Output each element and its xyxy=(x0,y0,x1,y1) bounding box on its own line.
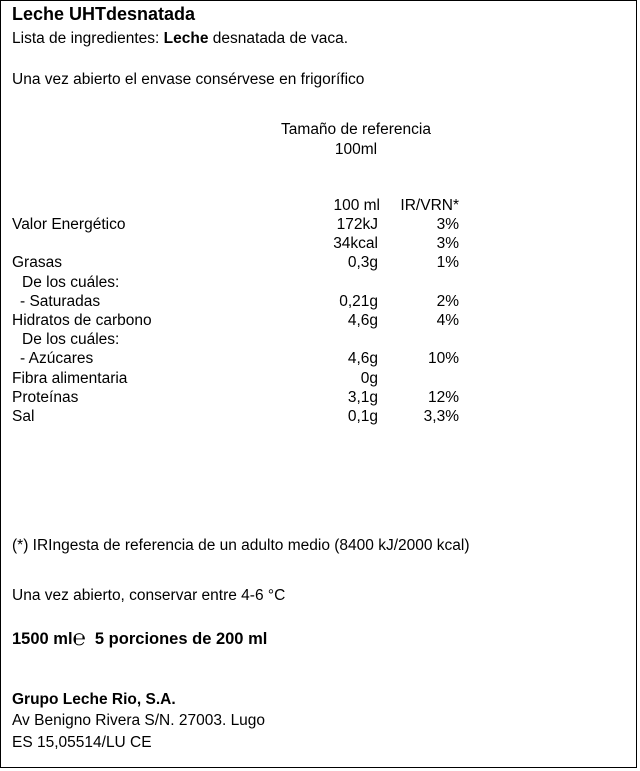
company-name: Grupo Leche Rio, S.A. xyxy=(12,691,176,708)
reference-label: Tamaño de referencia xyxy=(281,121,431,138)
ingredients-bold: Leche xyxy=(163,30,209,47)
ingredients-rest: desnatada de vaca. xyxy=(208,30,349,47)
nutrient-value: 4,6g xyxy=(347,350,378,368)
quantity-line xyxy=(12,625,268,650)
nutrient-pct: 12% xyxy=(427,388,459,406)
company-registration: ES 15,05514/LU CE xyxy=(12,734,152,751)
footnote: (*) IRIngesta de referencia de un adulto medio (8400 kJ/2000 kcal) xyxy=(12,537,470,554)
nutrient-label: Proteínas xyxy=(12,388,79,406)
nutrient-pct: 1% xyxy=(436,254,459,272)
nutrient-value: 4,6g xyxy=(347,312,378,329)
nutrient-label: Hidratos de carbono xyxy=(12,312,152,329)
col-header-100ml: 100 ml xyxy=(333,197,380,214)
nutrient-pct: 10% xyxy=(427,350,459,368)
nutrient-value: 0,21g xyxy=(339,292,378,310)
portions: 5 porciones de 200 ml xyxy=(94,630,268,648)
nutrient-value: 3,1g xyxy=(347,388,378,406)
nutrient-label: Sal xyxy=(12,408,35,425)
nutrient-value: 0,3g xyxy=(347,254,378,272)
nutrient-pct: 2% xyxy=(436,292,459,310)
nutrient-value: 34kcal xyxy=(333,235,378,253)
nutrient-label: Valor Energético xyxy=(12,216,126,233)
col-header-ir: IR/VRN* xyxy=(400,197,459,214)
reference-value: 100ml xyxy=(334,141,378,158)
estimated-sign-icon: ℮ xyxy=(72,625,86,650)
nutrient-label: - Azúcares xyxy=(20,350,94,368)
nutrient-pct: 4% xyxy=(436,312,459,329)
nutrient-value: 0g xyxy=(360,369,378,387)
nutrient-label: Fibra alimentaria xyxy=(12,369,128,387)
conservation-note: Una vez abierto, conservar entre 4-6 °C xyxy=(12,587,286,604)
nutrient-label: De los cuáles: xyxy=(22,331,120,349)
nutrient-value: 0,1g xyxy=(347,408,378,425)
nutrient-label: - Saturadas xyxy=(20,292,101,310)
nutrient-pct: 3% xyxy=(436,235,459,253)
ingredients-line xyxy=(12,29,348,48)
nutrient-pct: 3,3% xyxy=(423,408,459,425)
nutrient-label: Grasas xyxy=(12,254,62,272)
ingredients-prefix: Lista de ingredientes: xyxy=(12,30,164,47)
company-address: Av Benigno Rivera S/N. 27003. Lugo xyxy=(12,712,266,729)
storage-note: Una vez abierto el envase consérvese en frigorífico xyxy=(12,71,365,88)
product-title: Leche UHTdesnatada xyxy=(12,4,196,24)
nutrient-pct: 3% xyxy=(436,216,459,233)
nutrient-value: 172kJ xyxy=(336,216,378,233)
nutrient-label: De los cuáles: xyxy=(22,273,120,291)
volume: 1500 ml xyxy=(12,630,73,648)
